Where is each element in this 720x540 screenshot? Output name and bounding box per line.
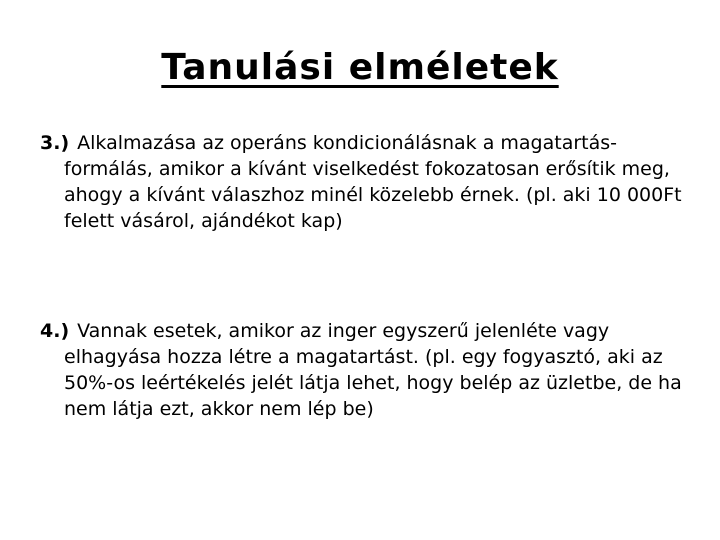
item-text: Vannak esetek, amikor az inger egyszerű jelenléte vagy elhagyása hozza létre a magatartást. (pl. egy fogyasztó, aki az 50%-os leértékelés jelét látja lehet, hogy belép az üzletbe, de ha nem látja ezt, akkor nem lép be): [64, 320, 682, 420]
slide-title-text: Tanulási elméletek: [161, 47, 559, 88]
item-number: 3.): [40, 132, 70, 154]
item-text: Alkalmazása az operáns kondicionálásnak a magatartás-formálás, amikor a kívánt viselkedést fokozatosan erősítik meg, ahogy a kívánt válaszhoz minél közelebb érnek. (pl. aki 10 000Ft felett vásárol, ajándékot kap): [64, 132, 682, 232]
list-item-3: [40, 130, 704, 234]
item-number: 4.): [40, 320, 70, 342]
list-item-4: [40, 318, 704, 422]
slide-title: [0, 40, 720, 96]
